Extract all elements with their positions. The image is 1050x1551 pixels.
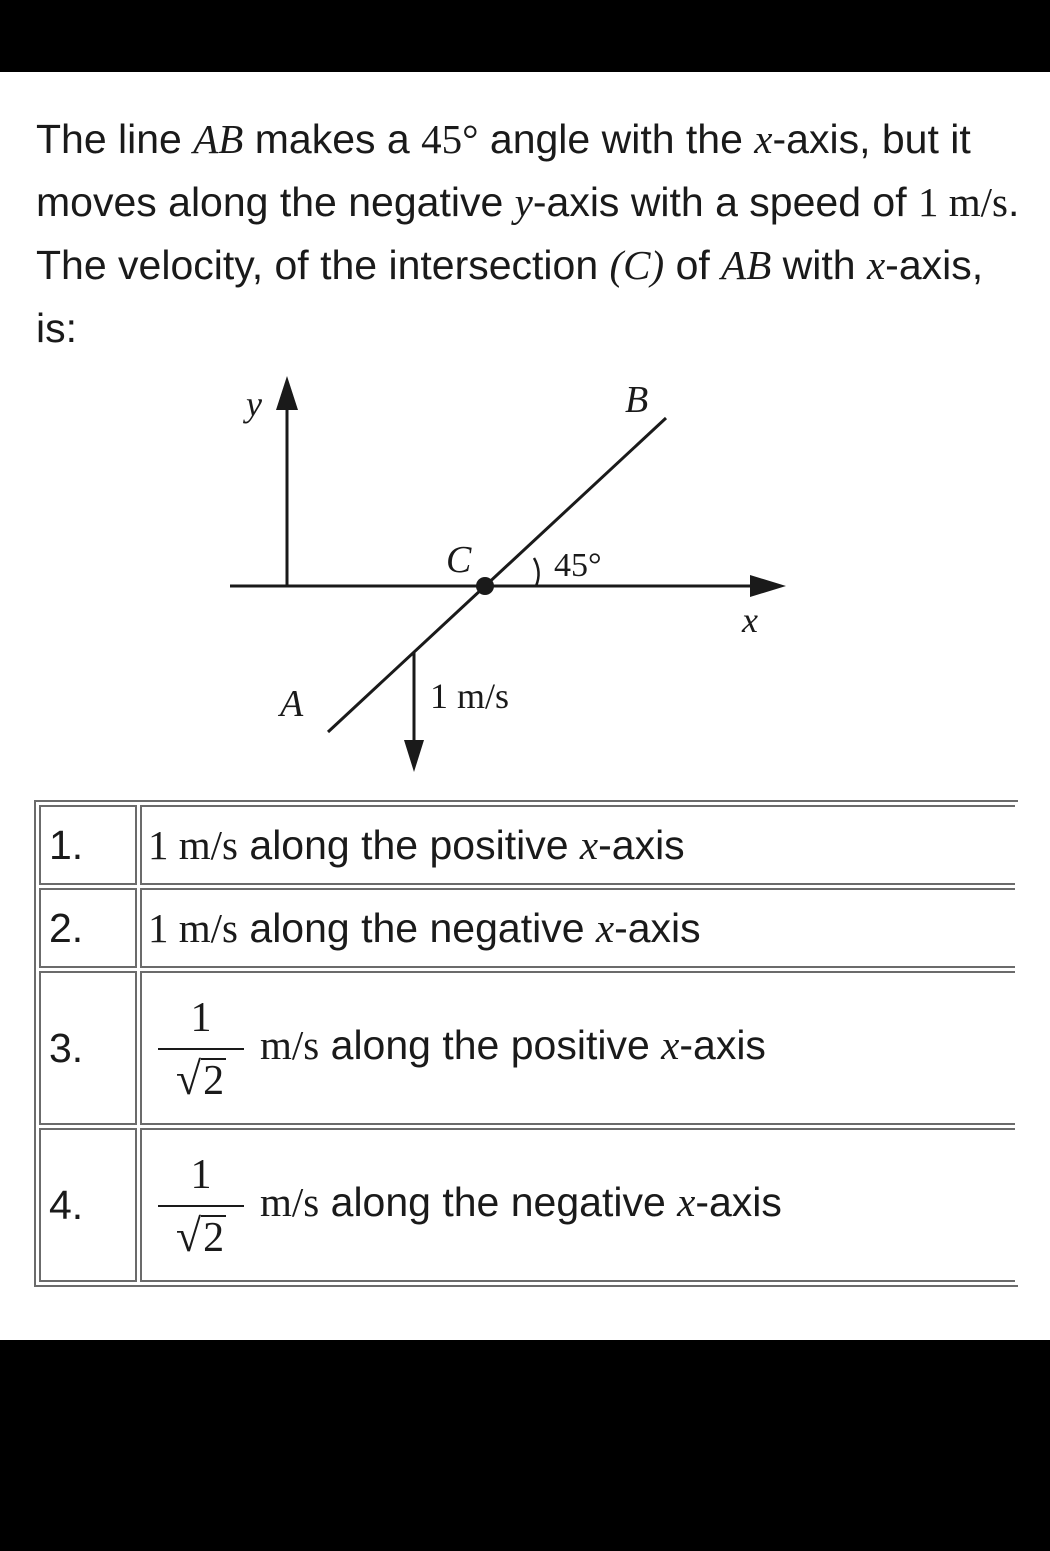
q-text: . The velocity, of the intersection <box>36 179 1020 288</box>
option-var: x <box>579 822 599 868</box>
B-label: B <box>625 379 649 421</box>
option-var: x <box>677 1178 696 1225</box>
option-row-2[interactable] <box>39 888 1015 968</box>
fraction-denominator <box>176 1050 226 1102</box>
angle-label: 45° <box>554 547 602 584</box>
q-text: of <box>664 242 722 288</box>
option-text <box>140 888 1015 968</box>
q-math-x: x <box>866 242 886 288</box>
fraction-denominator <box>176 1207 226 1259</box>
option-text <box>140 971 1015 1125</box>
A-label: A <box>280 683 304 725</box>
q-math-angle: 45° <box>421 116 479 162</box>
option-direction: along the negative <box>319 1178 678 1225</box>
q-math-y: y <box>514 179 533 225</box>
option-number: 2. <box>39 888 137 968</box>
option-direction: along the negative <box>238 905 596 951</box>
option-number: 1. <box>39 805 137 885</box>
x-label: x <box>742 600 758 640</box>
option-tail: -axis <box>695 1178 782 1225</box>
radicand: 2 <box>203 1215 225 1261</box>
q-text: angle with the <box>478 116 755 162</box>
option-tail: -axis <box>598 822 685 868</box>
diagram-svg <box>220 368 810 788</box>
C-label: C <box>446 539 472 581</box>
q-text: makes a <box>243 116 422 162</box>
q-text: -axis with a speed of <box>532 179 918 225</box>
option-number: 3. <box>39 971 137 1125</box>
option-text <box>140 805 1015 885</box>
q-math-AB: AB <box>721 242 772 288</box>
q-math-x: x <box>754 116 773 162</box>
option-direction: along the positive <box>238 822 580 868</box>
question-text <box>36 108 1026 360</box>
point-C <box>476 577 494 595</box>
fraction <box>158 1151 244 1259</box>
options-table <box>34 800 1018 1287</box>
q-math-AB: AB <box>193 116 244 162</box>
option-unit: m/s <box>260 1021 320 1068</box>
option-var: x <box>595 905 615 951</box>
y-label: y <box>246 384 262 424</box>
option-row-4[interactable] <box>39 1128 1015 1282</box>
velocity-arrowhead <box>404 740 424 772</box>
option-number: 4. <box>39 1128 137 1282</box>
option-row-3[interactable] <box>39 971 1015 1125</box>
option-value: 1 m/s <box>148 905 238 951</box>
option-row-1[interactable] <box>39 805 1015 885</box>
fraction-numerator: 1 <box>190 995 212 1041</box>
q-text: with <box>771 242 867 288</box>
option-unit: m/s <box>260 1178 320 1225</box>
option-tail: -axis <box>679 1021 766 1068</box>
q-text: The line <box>36 116 194 162</box>
option-var: x <box>661 1021 680 1068</box>
bottom-nav-bar <box>0 1340 1050 1551</box>
velocity-label: 1 m/s <box>430 676 510 716</box>
option-tail: -axis <box>614 905 701 951</box>
q-math-C: (C) <box>609 242 665 288</box>
option-direction: along the positive <box>319 1021 662 1068</box>
q-text: -axis, but it moves along the negative <box>36 116 971 225</box>
fraction <box>158 994 244 1102</box>
sqrt-icon: √ <box>175 1210 202 1261</box>
radicand: 2 <box>203 1058 225 1104</box>
x-axis-arrowhead <box>750 575 786 597</box>
option-text <box>140 1128 1015 1282</box>
q-math-speed: 1 m/s <box>918 179 1008 225</box>
y-axis-arrowhead <box>276 376 298 410</box>
top-status-bar <box>0 0 1050 72</box>
sqrt-icon: √ <box>175 1053 202 1104</box>
diagram <box>220 368 810 788</box>
angle-arc <box>534 558 539 586</box>
q-text: -axis, is: <box>36 242 984 351</box>
option-value: 1 m/s <box>148 822 238 868</box>
fraction-numerator: 1 <box>190 1152 212 1198</box>
